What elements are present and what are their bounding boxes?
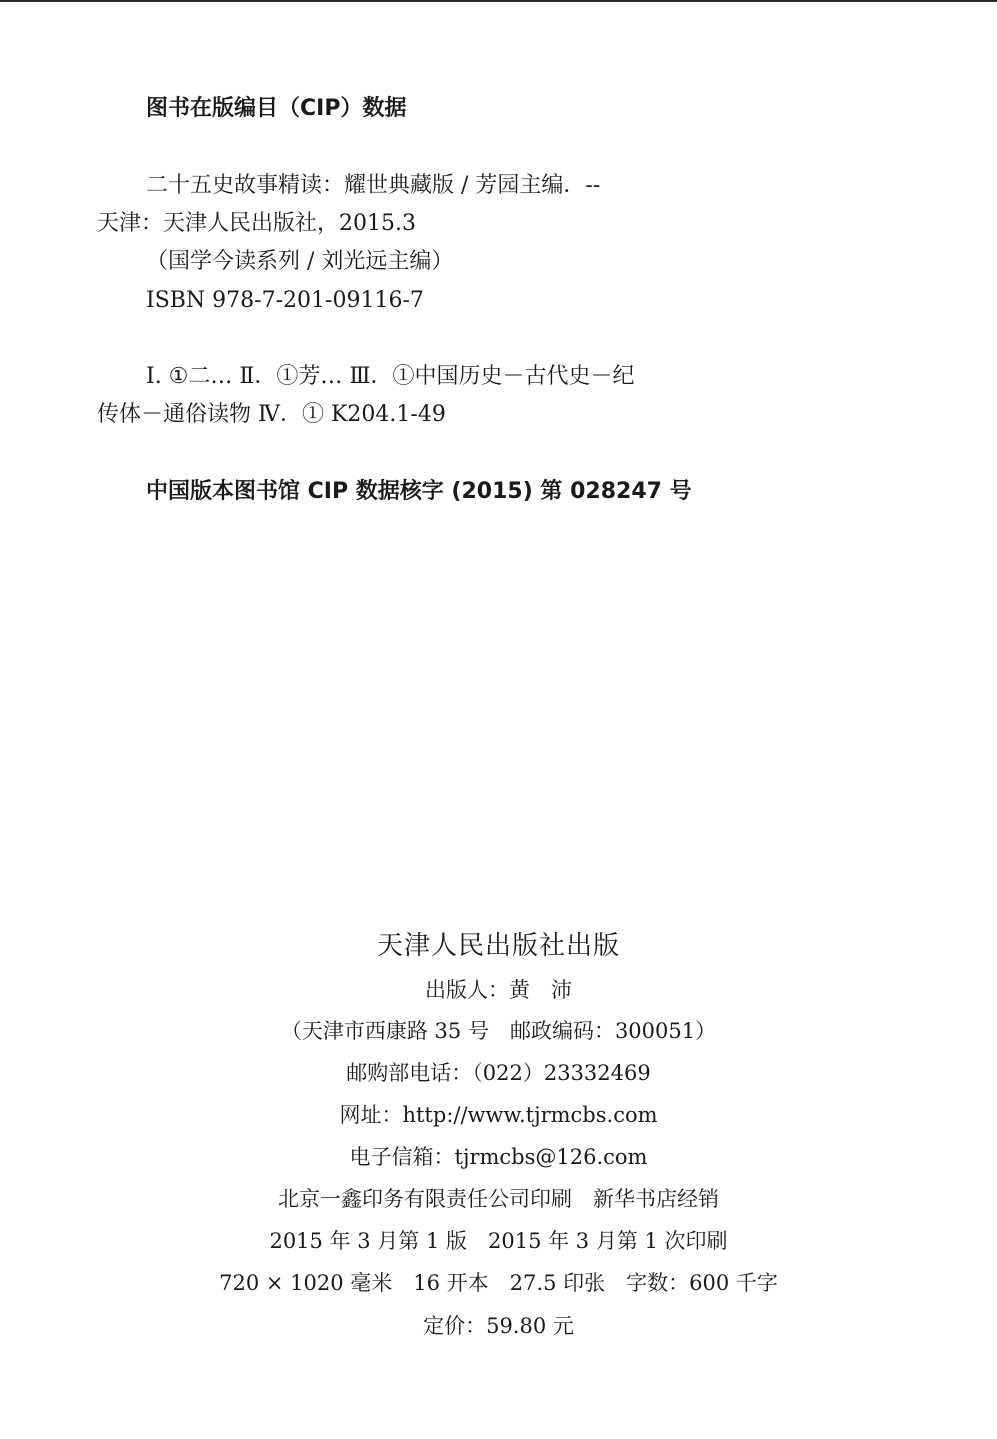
cip-heading: 图书在版编目（CIP）数据 <box>146 96 407 121</box>
cip-verification-number: 中国版本图书馆 CIP 数据核字 (2015) 第 028247 号 <box>146 479 692 504</box>
cip-subject-line-2: 传体－通俗读物 Ⅳ．① K204.1-49 <box>97 402 446 427</box>
cip-series: （国学今读系列 / 刘光远主编） <box>146 249 454 274</box>
imprint-publisher: 天津人民出版社出版 <box>376 931 620 961</box>
imprint-email: 电子信箱：tjrmcbs@126.com <box>349 1145 648 1169</box>
imprint-edition: 2015 年 3 月第 1 版 2015 年 3 月第 1 次印刷 <box>269 1229 728 1253</box>
cip-subject-line-1: Ⅰ. ①二… Ⅱ．①芳… Ⅲ．①中国历史－古代史－纪 <box>146 364 635 389</box>
imprint-website: 网址：http://www.tjrmcbs.com <box>339 1103 658 1127</box>
imprint-printer: 北京一鑫印务有限责任公司印刷 新华书店经销 <box>278 1187 719 1211</box>
cip-isbn: ISBN 978-7-201-09116-7 <box>146 288 424 313</box>
imprint-phone: 邮购部电话：（022）23332469 <box>346 1061 651 1085</box>
imprint-price: 定价：59.80 元 <box>423 1314 574 1338</box>
cip-description-line-2: 天津：天津人民出版社，2015.3 <box>97 211 416 236</box>
imprint-address: （天津市西康路 35 号 邮政编码：300051） <box>280 1019 717 1043</box>
imprint-format: 720 × 1020 毫米 16 开本 27.5 印张 字数：600 千字 <box>219 1271 778 1295</box>
imprint-publisher-person: 出版人：黄 沛 <box>425 978 572 1002</box>
cip-description-line-1: 二十五史故事精读：耀世典藏版 / 芳园主编．-- <box>146 173 601 198</box>
top-border-rule <box>0 0 997 2</box>
